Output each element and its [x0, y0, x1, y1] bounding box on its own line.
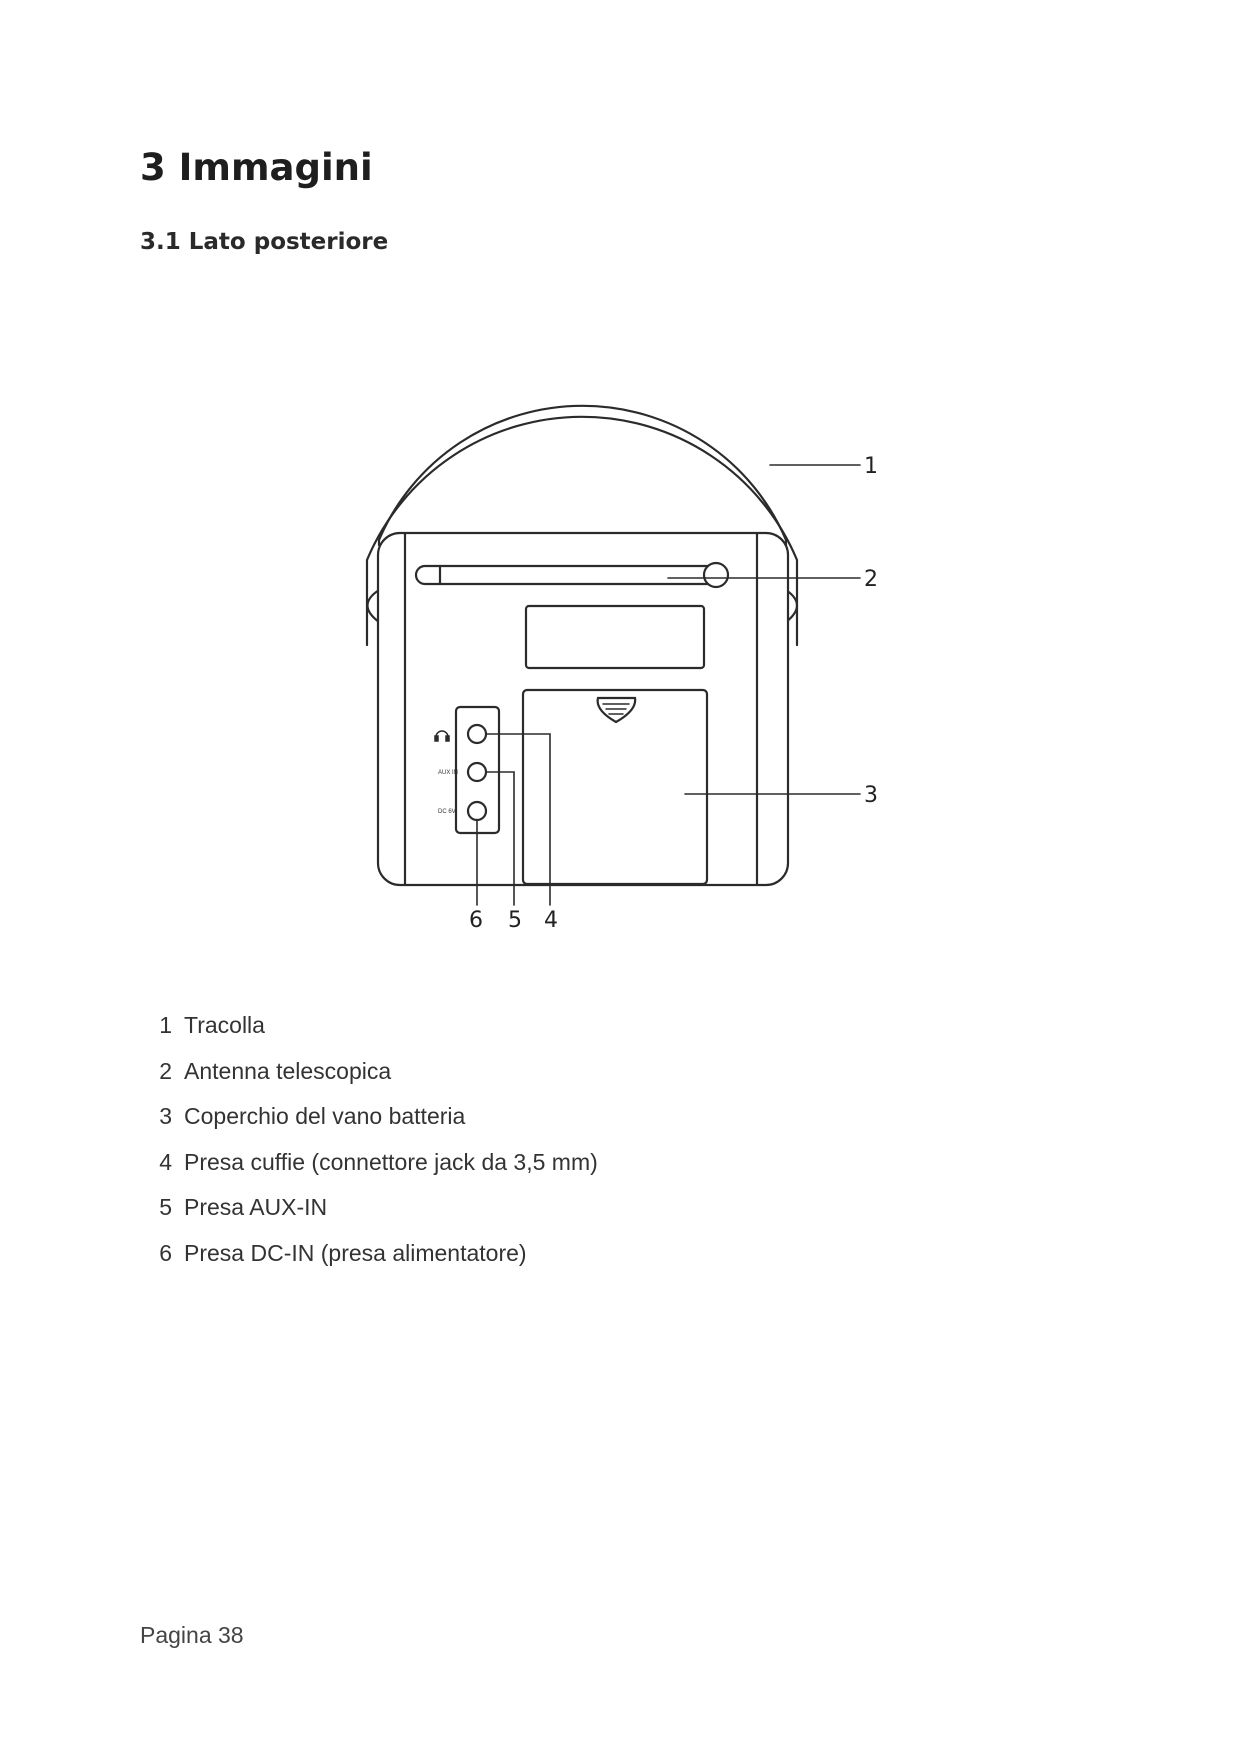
callout-1: 1: [864, 454, 878, 479]
legend-item: [140, 1140, 598, 1186]
legend-item: [140, 1003, 598, 1049]
legend-number: 6: [159, 1239, 172, 1266]
callout-4: 4: [544, 908, 558, 933]
legend-text: Coperchio del vano batteria: [184, 1103, 466, 1130]
legend-number: 3: [159, 1103, 172, 1130]
radio-body: [378, 533, 788, 885]
strap-inner: [379, 406, 786, 540]
legend-item: [140, 1049, 598, 1095]
callout-3: 3: [864, 783, 878, 808]
dc-panel-label: DC 6V: [438, 809, 456, 815]
legend-number: 4: [159, 1148, 172, 1175]
parts-legend: [140, 1003, 598, 1276]
section-heading: 3.1 Lato posteriore: [140, 229, 389, 255]
aux-panel-label: AUX IN: [438, 770, 459, 776]
legend-text: Presa AUX-IN: [184, 1194, 328, 1221]
callout-6: 6: [469, 908, 483, 933]
legend-number: 2: [159, 1057, 172, 1084]
legend-number: 1: [159, 1012, 172, 1039]
legend-item: [140, 1094, 598, 1140]
page-number: Pagina 38: [140, 1622, 244, 1648]
page-heading: 3 Immagini: [140, 146, 373, 189]
legend-number: 5: [159, 1194, 172, 1221]
legend-text: Presa DC-IN (presa alimentatore): [184, 1239, 527, 1266]
legend-item: [140, 1231, 598, 1277]
callout-2: 2: [864, 567, 878, 592]
callout-5: 5: [508, 908, 522, 933]
legend-text: Antenna telescopica: [184, 1057, 392, 1084]
legend-text: Presa cuffie (connettore jack da 3,5 mm): [184, 1148, 598, 1175]
legend-item: [140, 1185, 598, 1231]
legend-text: Tracolla: [184, 1012, 265, 1039]
radio-back-diagram: [340, 330, 900, 950]
